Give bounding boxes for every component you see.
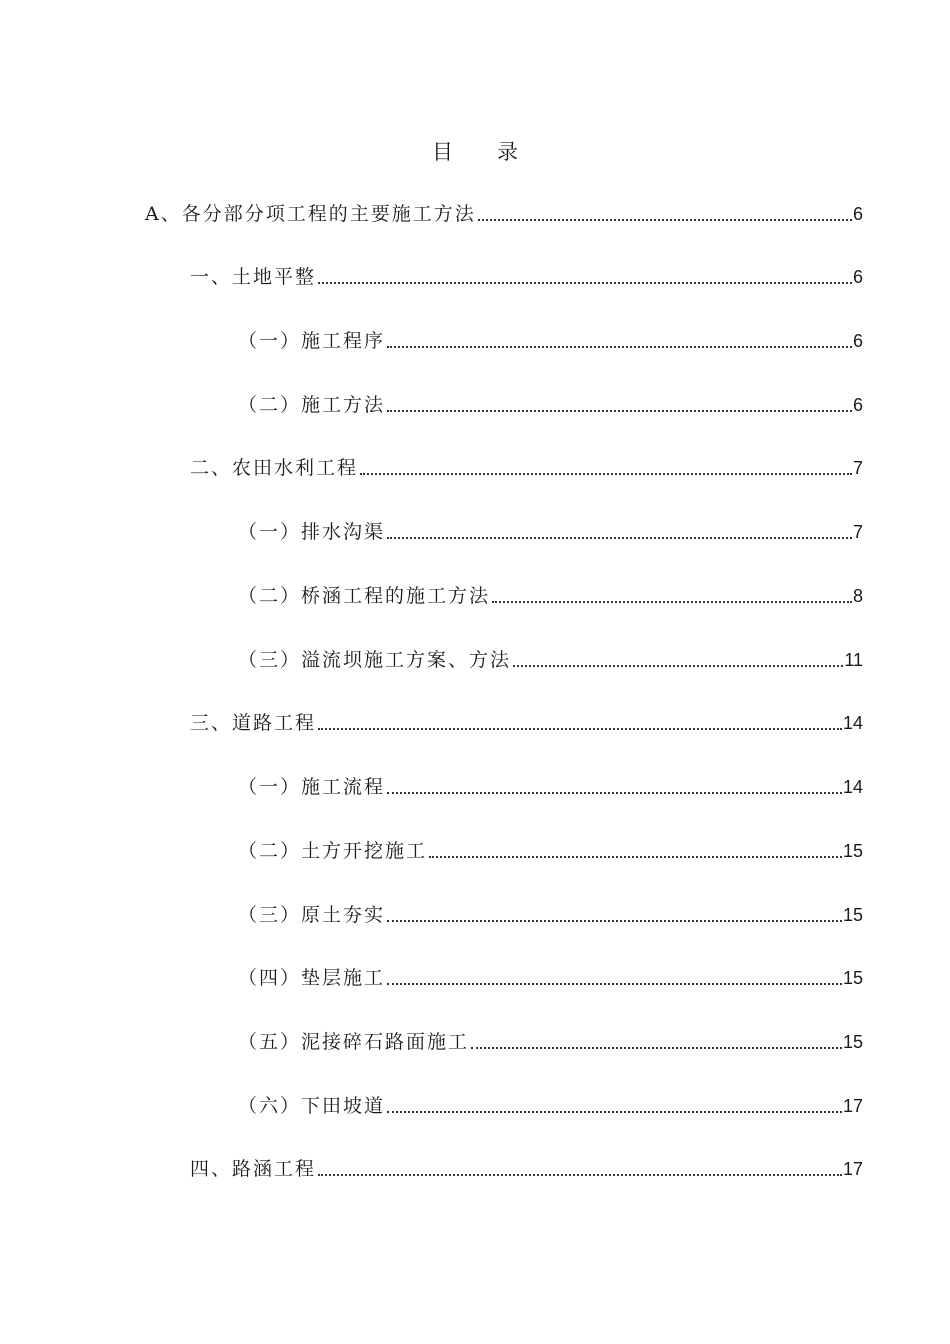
toc-entry[interactable] [145,199,863,229]
toc-entry-page: 15 [842,905,863,925]
toc-entry-label: 二、农田水利工程 [190,457,359,479]
toc-title [0,136,950,166]
toc-entry[interactable] [238,772,863,802]
toc-entry[interactable] [238,326,863,356]
toc-entry-page: 17 [842,1096,863,1116]
toc-dot-leader [387,410,852,412]
toc-dot-leader [513,665,843,667]
toc-entry-page: 15 [842,968,863,988]
toc-entry[interactable] [238,1027,863,1057]
toc-entry[interactable] [238,836,863,866]
toc-title-char-1: 目 [432,140,453,164]
toc-entry-page: 17 [842,1159,863,1179]
toc-entry-page: 6 [852,204,863,224]
toc-entry-page: 14 [842,713,863,733]
toc-entry-label: （二）施工方法 [238,394,386,416]
toc-entry-page: 15 [842,1032,863,1052]
toc-entry-label: （三）溢流坝施工方案、方法 [238,649,512,671]
toc-entry[interactable] [190,708,863,738]
toc-entry[interactable] [190,262,863,292]
toc-dot-leader [387,346,852,348]
toc-entry[interactable] [238,963,863,993]
toc-dot-leader [318,282,852,284]
toc-entry[interactable] [238,1091,863,1121]
toc-entry-label: （一）排水沟渠 [238,521,386,543]
toc-dot-leader [318,1174,842,1176]
toc-dot-leader [429,856,842,858]
toc-dot-leader [387,792,842,794]
toc-dot-leader [387,1111,842,1113]
toc-entry-label: 四、路涵工程 [190,1158,317,1180]
toc-entry[interactable] [238,517,863,547]
toc-entry-page: 6 [852,267,863,287]
toc-entry-label: 一、土地平整 [190,266,317,288]
toc-entry-page: 15 [842,841,863,861]
toc-entry-label: （三）原土夯实 [238,904,386,926]
toc-entry-page: 8 [852,586,863,606]
toc-entry-label: （五）泥接碎石路面施工 [238,1031,470,1053]
toc-entry[interactable] [238,390,863,420]
toc-dot-leader [478,219,852,221]
toc-entry-label: （一）施工流程 [238,776,386,798]
toc-entry-label: 三、道路工程 [190,712,317,734]
toc-title-char-2: 录 [497,140,518,164]
toc-dot-leader [387,920,842,922]
toc-dot-leader [387,537,852,539]
toc-dot-leader [492,601,852,603]
toc-dot-leader [387,983,842,985]
toc-dot-leader [318,728,842,730]
toc-entry-page: 6 [852,395,863,415]
toc-entry-label: （二）土方开挖施工 [238,840,428,862]
toc-entry[interactable] [238,645,863,675]
toc-entry[interactable] [190,1154,863,1184]
toc-entry-page: 6 [852,331,863,351]
toc-entry[interactable] [238,581,863,611]
toc-entry-page: 14 [842,777,863,797]
toc-entry-page: 11 [844,650,863,670]
toc-entry-label: A、各分部分项工程的主要施工方法 [145,203,476,225]
toc-entry-page: 7 [852,522,863,542]
toc-entry-label: （四）垫层施工 [238,967,386,989]
toc-dot-leader [471,1047,842,1049]
toc-entry-label: （六）下田坡道 [238,1095,386,1117]
toc-entry[interactable] [190,453,863,483]
toc-entry[interactable] [238,900,863,930]
toc-dot-leader [360,473,852,475]
toc-entry-page: 7 [852,458,863,478]
toc-entry-label: （二）桥涵工程的施工方法 [238,585,491,607]
toc-entry-label: （一）施工程序 [238,330,386,352]
